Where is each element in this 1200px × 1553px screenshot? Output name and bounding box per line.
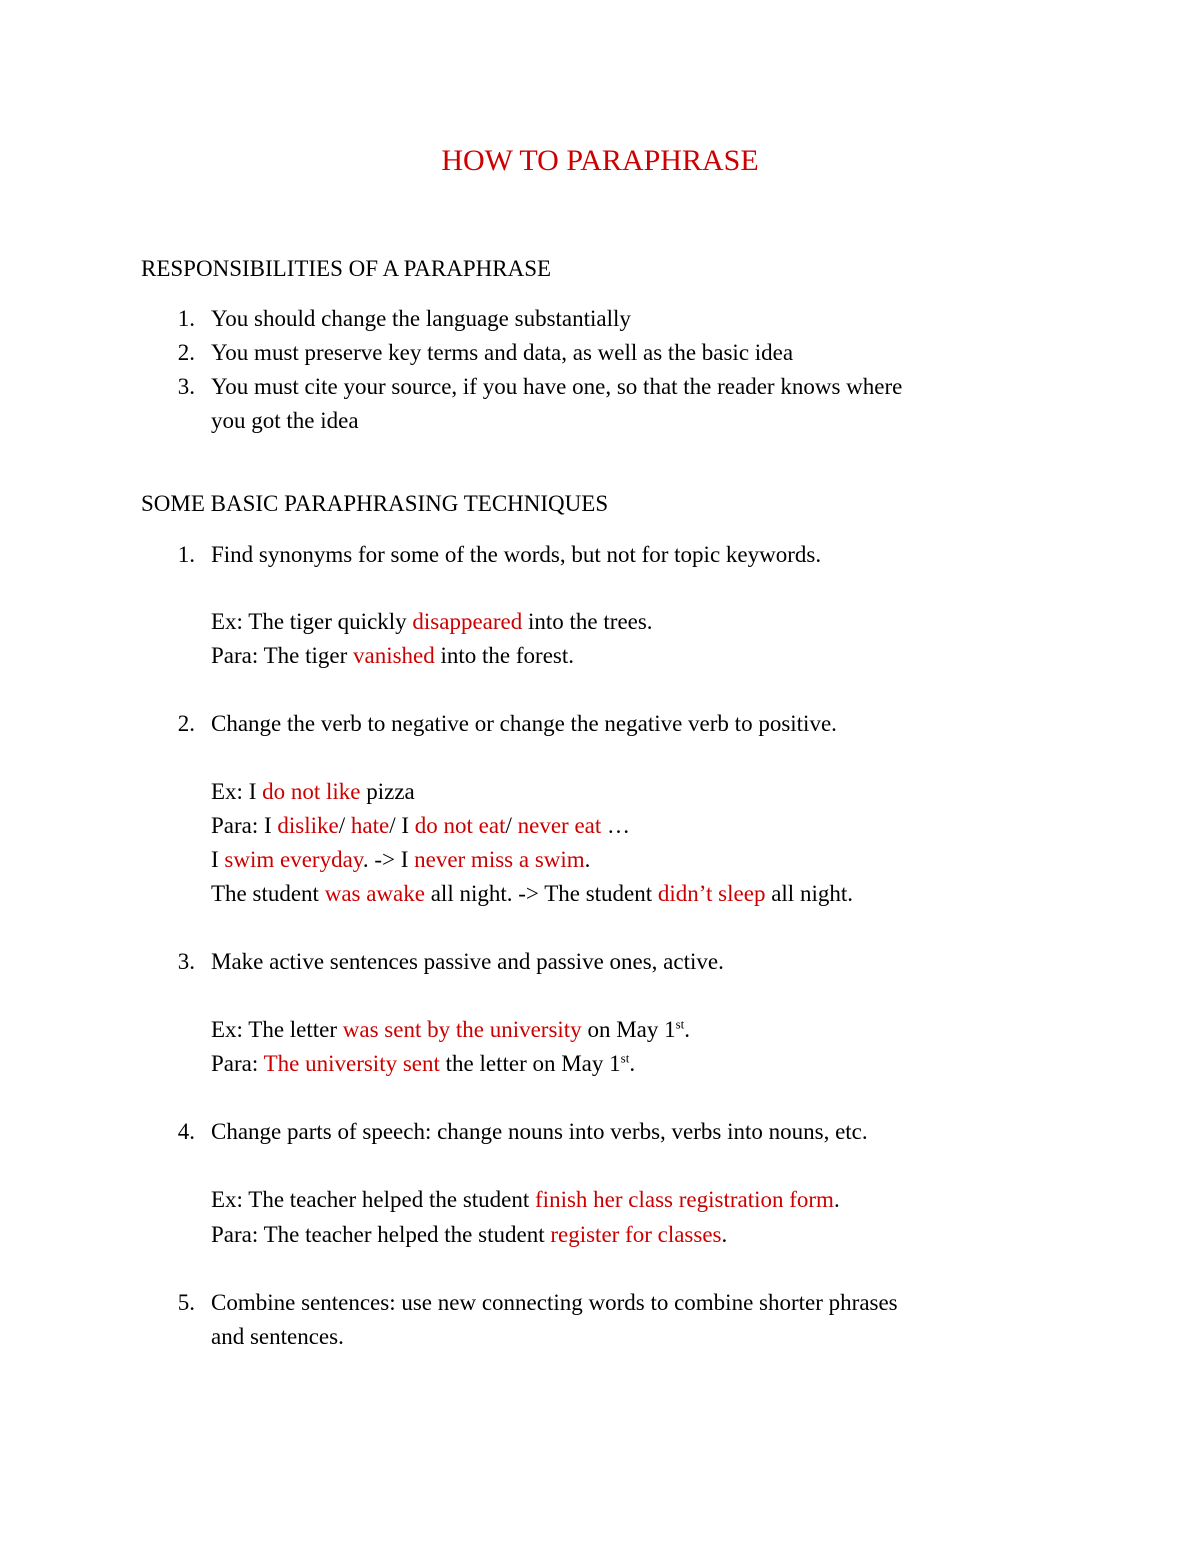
list-text: You must preserve key terms and data, as well as the basic idea [211, 340, 794, 365]
responsibilities-heading: RESPONSIBILITIES OF A PARAPHRASE [141, 256, 552, 281]
technique-text: Find synonyms for some of the words, but not for topic keywords. [211, 542, 822, 567]
technique-text-continued: and sentences. [211, 1324, 344, 1349]
technique-text: Make active sentences passive and passive ones, active. [211, 949, 724, 974]
example-line: The student was awake all night. -> The student didn’t sleep all night. [211, 881, 853, 906]
list-number: 2. [177, 340, 195, 365]
paraphrase-line: Para: The tiger vanished into the forest. [211, 643, 575, 668]
list-text-continued: you got the idea [211, 408, 359, 433]
paraphrase-line: Para: I dislike/ hate/ I do not eat/ never eat … [211, 813, 631, 838]
example-line: Ex: The teacher helped the student finish her class registration form. [211, 1187, 840, 1212]
paraphrase-line: Para: The university sent the letter on May 1st. [211, 1050, 636, 1076]
example-line: Ex: I do not like pizza [211, 779, 415, 804]
list-text: You should change the language substantially [211, 306, 631, 331]
paraphrase-line: Para: The teacher helped the student register for classes. [211, 1222, 728, 1247]
list-number: 2. [177, 711, 195, 736]
list-number: 4. [177, 1119, 195, 1144]
technique-text: Change the verb to negative or change the negative verb to positive. [211, 711, 837, 736]
example-line: I swim everyday. -> I never miss a swim. [211, 847, 591, 872]
technique-text: Combine sentences: use new connecting words to combine shorter phrases [211, 1290, 898, 1315]
list-text: You must cite your source, if you have one, so that the reader knows where [211, 374, 903, 399]
example-line: Ex: The tiger quickly disappeared into the trees. [211, 609, 653, 634]
techniques-heading: SOME BASIC PARAPHRASING TECHNIQUES [141, 491, 609, 516]
technique-text: Change parts of speech: change nouns into verbs, verbs into nouns, etc. [211, 1119, 868, 1144]
list-number: 3. [177, 374, 195, 399]
list-number: 1. [177, 306, 195, 331]
example-line: Ex: The letter was sent by the university on May 1st. [211, 1016, 691, 1042]
list-number: 1. [177, 542, 195, 567]
list-number: 5. [177, 1290, 195, 1315]
page-title: HOW TO PARAPHRASE [441, 144, 759, 177]
list-number: 3. [177, 949, 195, 974]
